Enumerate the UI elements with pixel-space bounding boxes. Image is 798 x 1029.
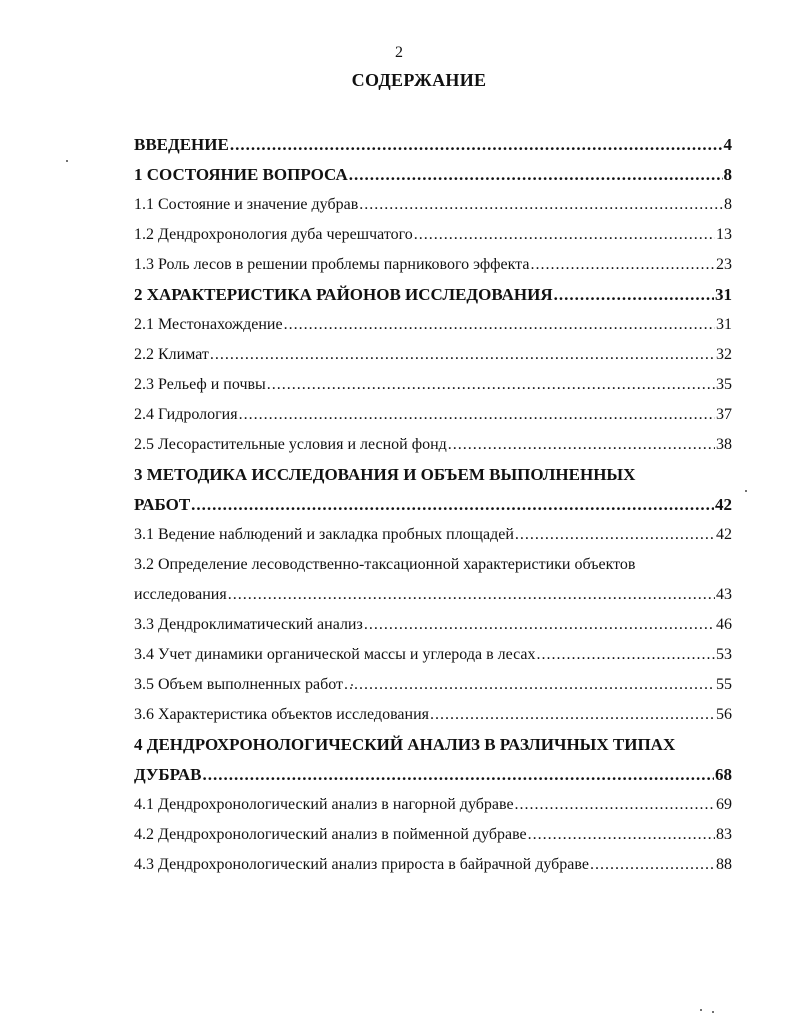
toc-entry-label: 1 СОСТОЯНИЕ ВОПРОСА [134,165,348,184]
toc-entry-page: 8 [724,196,732,213]
toc-entry-label: 3.1 Ведение наблюдений и закладка пробных площадей [134,526,514,543]
toc-entry-label: 1.2 Дендрохронология дуба черешчатого [134,226,413,243]
toc-entry-page: 4 [723,135,732,154]
toc-entry-label: 1.1 Состояние и значение дубрав [134,196,359,213]
toc-entry [134,850,732,880]
toc-entry-page: 53 [716,646,732,663]
toc-entry-label: 1.3 Роль лесов в решении проблемы парникового эффекта [134,256,530,273]
toc-entry-label: ВВЕДЕНИЕ [134,135,229,154]
table-of-contents [134,130,732,880]
toc-dot-leader [590,850,715,880]
toc-entry [134,250,732,280]
toc-entry-page: 83 [716,826,732,843]
toc-entry [134,700,732,730]
toc-dot-leader [530,250,715,280]
toc-entry [134,430,732,460]
toc-entry [134,340,732,370]
toc-entry-continued [134,460,732,490]
toc-dot-leader [448,430,715,460]
toc-entry-continued [134,730,732,760]
toc-entry-label: 2.4 Гидрология [134,406,238,423]
toc-entry-page: 38 [716,436,732,453]
toc-dot-leader [430,700,715,730]
toc-entry [134,190,732,220]
toc-dot-leader [267,370,715,400]
toc-entry-page: 42 [715,495,732,514]
toc-dot-leader [537,640,715,670]
toc-entry-page: 43 [716,586,732,603]
toc-dot-leader [349,160,723,190]
toc-entry-label: 4.1 Дендрохронологический анализ в нагорной дубраве [134,796,514,813]
toc-entry-page: 37 [716,406,732,423]
toc-entry-label: исследования [134,586,227,603]
toc-entry-continued [134,550,732,580]
toc-entry-label: 2.5 Лесорастительные условия и лесной фонд [134,436,447,453]
toc-entry-page: 13 [716,226,732,243]
toc-dot-leader [515,790,715,820]
toc-entry-page: 31 [715,285,732,304]
toc-entry [134,760,732,790]
toc-entry-page: 31 [716,316,732,333]
toc-entry-page: 69 [716,796,732,813]
toc-entry-label: 3.6 Характеристика объектов исследования [134,706,429,723]
toc-entry-label: 2.1 Местонахождение [134,316,283,333]
toc-entry [134,400,732,430]
toc-entry-label: 3.5 Объем выполненных работ [134,676,343,693]
toc-entry [134,160,732,190]
toc-dot-leader [210,340,715,370]
toc-entry [134,790,732,820]
toc-entry-label: 4 ДЕНДРОХРОНОЛОГИЧЕСКИЙ АНАЛИЗ В РАЗЛИЧНЫХ ТИПАХ [134,735,676,754]
toc-entry-label: 2.3 Рельеф и почвы [134,376,266,393]
toc-entry [134,820,732,850]
scan-speck [745,490,747,492]
toc-entry [134,130,732,160]
toc-entry-page: 56 [716,706,732,723]
toc-entry [134,370,732,400]
scan-speck [351,684,353,686]
toc-entry-page: 32 [716,346,732,363]
page-number: 2 [395,44,403,61]
toc-entry [134,220,732,250]
toc-entry [134,520,732,550]
toc-dot-leader [228,580,715,610]
toc-dot-leader [284,310,715,340]
toc-entry-page: 35 [716,376,732,393]
toc-dot-leader [344,670,715,700]
toc-entry-label: 3.3 Дендроклиматический анализ [134,616,363,633]
scan-speck [700,1009,702,1011]
toc-dot-leader [202,760,714,790]
toc-entry-label: 2 ХАРАКТЕРИСТИКА РАЙОНОВ ИССЛЕДОВАНИЯ [134,285,553,304]
page-title: СОДЕРЖАНИЕ [351,70,487,90]
toc-entry [134,640,732,670]
toc-entry [134,280,732,310]
toc-entry-page: 8 [723,165,732,184]
toc-entry-page: 55 [716,676,732,693]
toc-entry-page: 68 [715,765,732,784]
toc-dot-leader [554,280,714,310]
scan-speck [66,160,68,162]
toc-entry-label: ДУБРАВ [134,765,202,784]
toc-entry [134,310,732,340]
toc-entry-label: 3.2 Определение лесоводственно-таксационной характеристики объектов [134,556,636,573]
toc-entry-label: РАБОТ [134,495,191,514]
toc-dot-leader [414,220,715,250]
toc-entry [134,670,732,700]
toc-entry-label: 3 МЕТОДИКА ИССЛЕДОВАНИЯ И ОБЪЕМ ВЫПОЛНЕННЫХ [134,465,636,484]
toc-dot-leader [528,820,715,850]
toc-dot-leader [239,400,715,430]
toc-dot-leader [515,520,715,550]
toc-dot-leader [230,130,723,160]
toc-entry-label: 4.3 Дендрохронологический анализ прироста в байрачной дубраве [134,856,589,873]
toc-entry-label: 3.4 Учет динамики органической массы и углерода в лесах [134,646,536,663]
toc-dot-leader [191,490,714,520]
toc-entry [134,610,732,640]
toc-entry-label: 2.2 Климат [134,346,209,363]
toc-entry-page: 46 [716,616,732,633]
toc-entry-label: 4.2 Дендрохронологический анализ в пойменной дубраве [134,826,527,843]
toc-entry-page: 23 [716,256,732,273]
toc-dot-leader [359,190,723,220]
toc-entry-page: 88 [716,856,732,873]
toc-dot-leader [364,610,715,640]
scan-speck [712,1011,714,1013]
toc-entry-page: 42 [716,526,732,543]
toc-entry [134,490,732,520]
toc-entry [134,580,732,610]
